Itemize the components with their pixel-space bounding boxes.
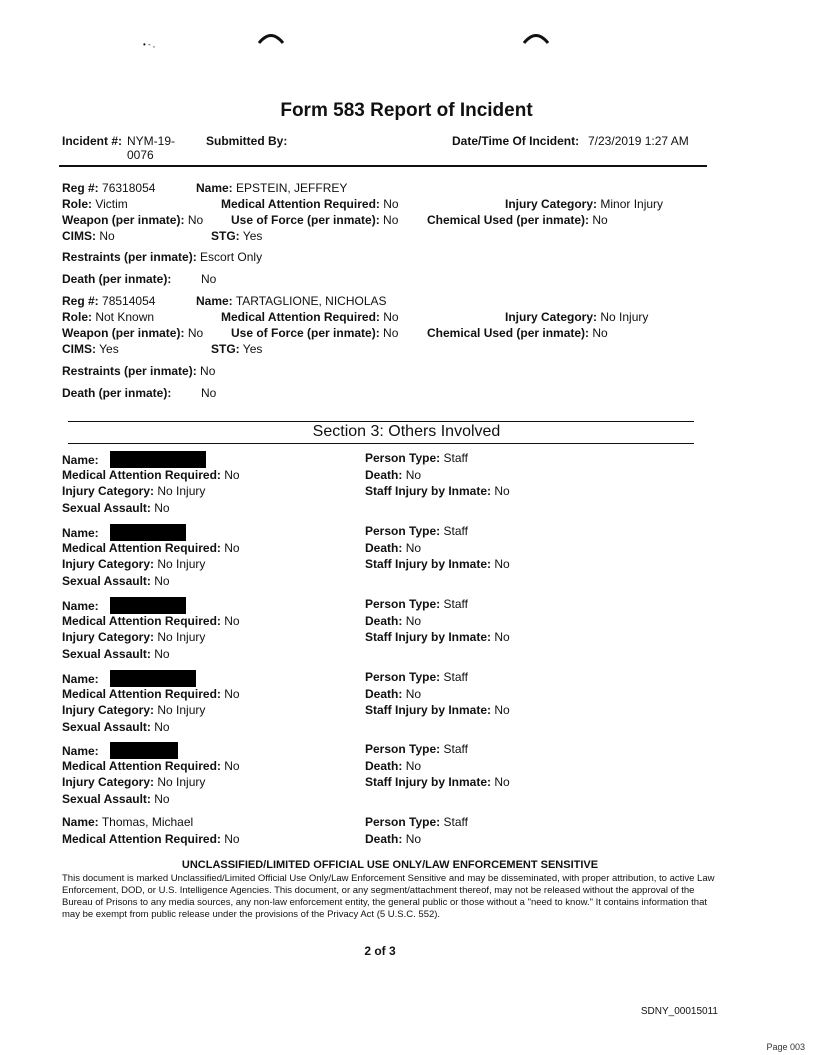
section-top-rule bbox=[68, 421, 694, 422]
datetime-label: Date/Time Of Incident: bbox=[452, 134, 580, 148]
other-person-block bbox=[62, 670, 662, 736]
medical-attention-field: Medical Attention Required: No bbox=[62, 540, 240, 555]
death-value: No bbox=[201, 386, 217, 400]
other-person-block bbox=[62, 451, 662, 517]
staff-injury-field: Staff Injury by Inmate: No bbox=[365, 484, 510, 498]
other-person-block bbox=[62, 524, 662, 590]
redaction-box bbox=[110, 670, 196, 687]
sexual-assault-field: Sexual Assault: No bbox=[62, 646, 170, 661]
scan-arc-mark bbox=[258, 30, 284, 44]
dissemination-notice: This document is marked Unclassified/Limited Official Use Only/Law Enforcement Sensitive and may be disseminated, with proper attribution, to active Law Enforcement, DOD, or U.S. Intelligence Agencies. This document, or any segment/attachment thereof, may not be released without the approval of the Bureau of Prisons to any media sources, any non-law enforcement entity, the general public or those without a "need to know." It contains information that may be exempt from public release under the provisions of the Privacy Act (5 U.S.C. 552). bbox=[62, 873, 715, 920]
injury-category-field: Injury Category: No Injury bbox=[505, 310, 649, 324]
role-field: Role: Not Known bbox=[62, 310, 155, 324]
section-bottom-rule bbox=[68, 443, 694, 444]
person-type-field: Person Type: Staff bbox=[365, 451, 468, 465]
staff-injury-field: Staff Injury by Inmate: No bbox=[365, 630, 510, 644]
staff-injury-field: Staff Injury by Inmate: No bbox=[365, 703, 510, 717]
injury-category-field: Injury Category: No Injury bbox=[62, 630, 206, 644]
stg-field: STG: Yes bbox=[211, 229, 263, 243]
restraints-field: Restraints (per inmate): Escort Only bbox=[62, 250, 263, 264]
medical-attention-field: Medical Attention Required: No bbox=[62, 467, 240, 482]
death-field: Death: No bbox=[365, 613, 422, 628]
injury-category-field: Injury Category: No Injury bbox=[62, 557, 206, 571]
person-type-field: Person Type: Staff bbox=[365, 670, 468, 684]
medical-attention-field: Medical Attention Required: No bbox=[62, 686, 240, 701]
section-title: Section 3: Others Involved bbox=[312, 423, 501, 440]
injury-category-field: Injury Category: No Injury bbox=[62, 703, 206, 717]
person-type-field: Person Type: Staff bbox=[365, 597, 468, 611]
death-field: Death: No bbox=[365, 467, 422, 482]
weapon-field: Weapon (per inmate): No bbox=[62, 213, 204, 227]
death-field: Death: No bbox=[365, 540, 422, 555]
datetime-value: 7/23/2019 1:27 AM bbox=[588, 134, 689, 148]
medical-attention-field: Medical Attention Required: No bbox=[221, 197, 399, 211]
classification-banner: UNCLASSIFIED/LIMITED OFFICIAL USE ONLY/LAW ENFORCEMENT SENSITIVE bbox=[181, 859, 599, 871]
incident-number-line1: NYM-19- bbox=[127, 134, 176, 148]
death-field: Death: No bbox=[365, 831, 422, 846]
redaction-box bbox=[110, 742, 178, 759]
person-name-field: Name: bbox=[62, 672, 196, 686]
death-field: Death (per inmate): bbox=[62, 272, 172, 286]
medical-attention-field: Medical Attention Required: No bbox=[62, 758, 240, 773]
name-field: Name: TARTAGLIONE, NICHOLAS bbox=[196, 294, 387, 308]
reg-field: Reg #: 78514054 bbox=[62, 294, 156, 308]
injury-category-field: Injury Category: Minor Injury bbox=[505, 197, 664, 211]
other-person-block bbox=[62, 815, 662, 848]
stg-field: STG: Yes bbox=[211, 342, 263, 356]
chemical-used-field: Chemical Used (per inmate): No bbox=[427, 326, 608, 340]
death-field: Death: No bbox=[365, 758, 422, 773]
redaction-box bbox=[110, 597, 186, 614]
person-type-field: Person Type: Staff bbox=[365, 742, 468, 756]
person-name-field: Name: Thomas, Michael bbox=[62, 815, 194, 829]
sexual-assault-field: Sexual Assault: No bbox=[62, 500, 170, 515]
sexual-assault-field: Sexual Assault: No bbox=[62, 719, 170, 734]
medical-attention-field: Medical Attention Required: No bbox=[221, 310, 399, 324]
scan-mark: • - , bbox=[143, 40, 156, 49]
weapon-field: Weapon (per inmate): No bbox=[62, 326, 204, 340]
bates-number: SDNY_00015011 bbox=[640, 1006, 718, 1017]
person-name-field: Name: bbox=[62, 526, 186, 540]
role-field: Role: Victim bbox=[62, 197, 128, 211]
person-type-field: Person Type: Staff bbox=[365, 524, 468, 538]
sexual-assault-field: Sexual Assault: No bbox=[62, 573, 170, 588]
death-value: No bbox=[201, 272, 217, 286]
other-person-block bbox=[62, 742, 662, 808]
cims-field: CIMS: No bbox=[62, 229, 115, 243]
cims-field: CIMS: Yes bbox=[62, 342, 119, 356]
person-type-field: Person Type: Staff bbox=[365, 815, 468, 829]
medical-attention-field: Medical Attention Required: No bbox=[62, 613, 240, 628]
incident-number-line2: 0076 bbox=[127, 148, 154, 162]
document-title: Form 583 Report of Incident bbox=[280, 100, 533, 121]
sexual-assault-field: Sexual Assault: No bbox=[62, 791, 170, 806]
death-field: Death (per inmate): bbox=[62, 386, 172, 400]
chemical-used-field: Chemical Used (per inmate): No bbox=[427, 213, 608, 227]
header-divider bbox=[59, 165, 707, 167]
person-name-field: Name: bbox=[62, 599, 186, 613]
name-field: Name: EPSTEIN, JEFFREY bbox=[196, 181, 348, 195]
person-name-field: Name: bbox=[62, 453, 206, 467]
injury-category-field: Injury Category: No Injury bbox=[62, 484, 206, 498]
page-stamp: Page 003 bbox=[766, 1042, 805, 1052]
page-counter: 2 of 3 bbox=[364, 944, 396, 958]
incident-label: Incident #: bbox=[62, 134, 123, 148]
death-field: Death: No bbox=[365, 686, 422, 701]
scan-arc-mark bbox=[523, 30, 549, 44]
person-name-field: Name: bbox=[62, 744, 178, 758]
medical-attention-field: Medical Attention Required: No bbox=[62, 831, 240, 846]
submitted-by-label: Submitted By: bbox=[206, 134, 288, 148]
redaction-box bbox=[110, 451, 206, 468]
other-person-block bbox=[62, 597, 662, 663]
restraints-field: Restraints (per inmate): No bbox=[62, 364, 216, 378]
staff-injury-field: Staff Injury by Inmate: No bbox=[365, 775, 510, 789]
reg-field: Reg #: 76318054 bbox=[62, 181, 156, 195]
injury-category-field: Injury Category: No Injury bbox=[62, 775, 206, 789]
redaction-box bbox=[110, 524, 186, 541]
use-of-force-field: Use of Force (per inmate): No bbox=[231, 326, 399, 340]
use-of-force-field: Use of Force (per inmate): No bbox=[231, 213, 399, 227]
staff-injury-field: Staff Injury by Inmate: No bbox=[365, 557, 510, 571]
